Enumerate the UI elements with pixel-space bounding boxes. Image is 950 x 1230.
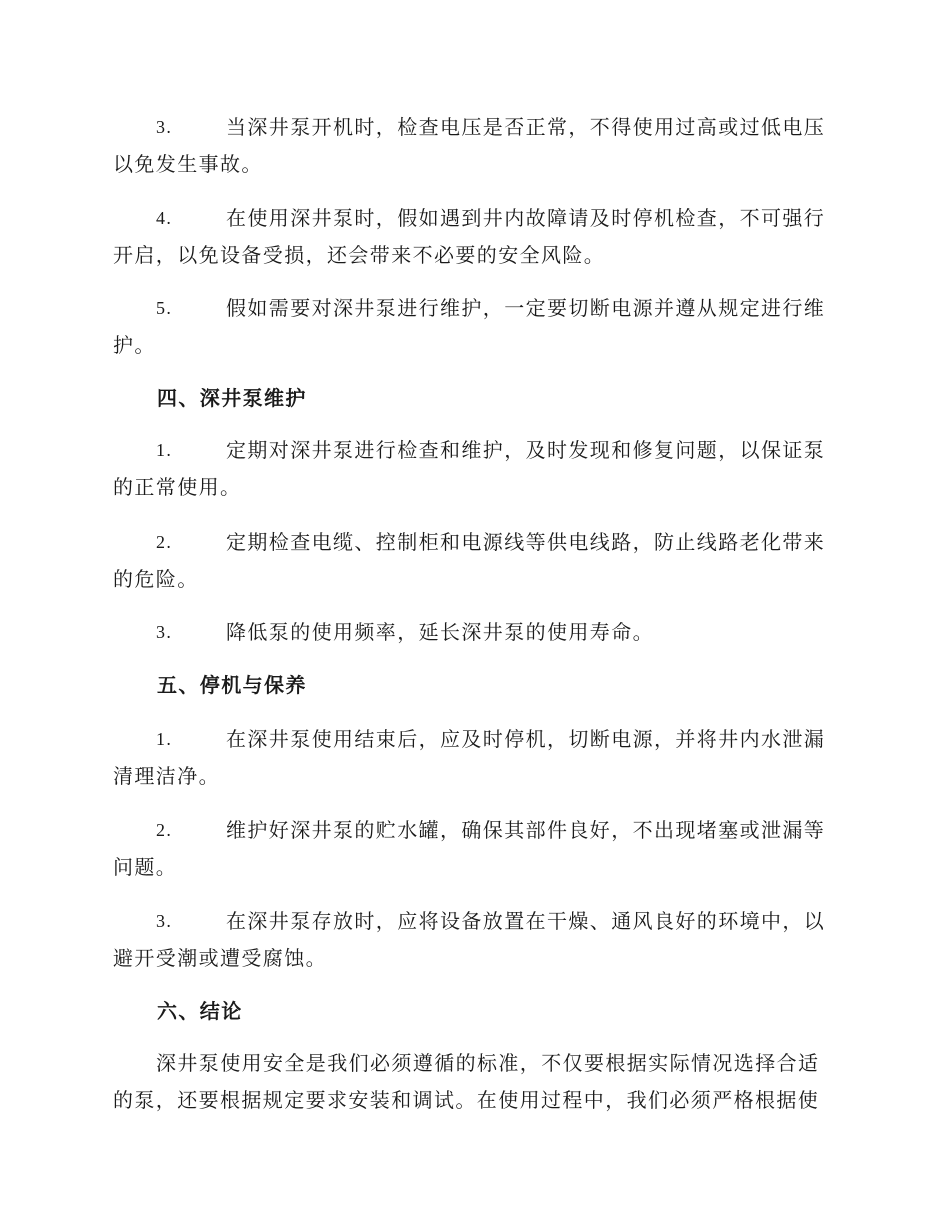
- section-heading: 六、结论: [157, 999, 243, 1023]
- item-text: 定期对深井泵进行检查和维护，及时发现和修复问题，以保证泵的正常使用。: [113, 438, 826, 499]
- item-text: 定期检查电缆、控制柜和电源线等供电线路，防止线路老化带来的危险。: [113, 530, 826, 591]
- item-text: 假如需要对深井泵进行维护，一定要切断电源并遵从规定进行维护。: [113, 296, 826, 357]
- list-item: [113, 109, 833, 183]
- item-number: 1.: [156, 729, 173, 749]
- item-number: 4.: [156, 208, 173, 228]
- item-number: 1.: [156, 440, 173, 460]
- list-item: [113, 721, 833, 795]
- list-item: [113, 524, 833, 598]
- item-text: 当深井泵开机时，检查电压是否正常，不得使用过高或过低电压以免发生事故。: [113, 115, 826, 176]
- item-text: 在深井泵存放时，应将设备放置在干燥、通风良好的环境中，以避开受潮或遭受腐蚀。: [113, 909, 826, 970]
- item-text: 在深井泵使用结束后，应及时停机，切断电源，并将井内水泄漏清理洁净。: [113, 727, 826, 788]
- item-text: 维护好深井泵的贮水罐，确保其部件良好，不出现堵塞或泄漏等问题。: [113, 818, 826, 879]
- list-item: [113, 432, 833, 506]
- list-item: [113, 812, 833, 886]
- list-item: [113, 614, 833, 651]
- list-item: [113, 903, 833, 977]
- item-number: 3.: [156, 911, 173, 931]
- list-item: [113, 200, 833, 274]
- section-heading: 四、深井泵维护: [157, 386, 307, 410]
- section-heading: 五、停机与保养: [157, 673, 307, 697]
- item-number: 3.: [156, 117, 173, 137]
- item-number: 3.: [156, 622, 173, 642]
- item-text: 在使用深井泵时，假如遇到井内故障请及时停机检查，不可强行开启，以免设备受损，还会带来不必要的安全风险。: [113, 206, 826, 267]
- item-number: 2.: [156, 532, 173, 552]
- item-number: 2.: [156, 820, 173, 840]
- item-text: 降低泵的使用频率，延长深井泵的使用寿命。: [226, 620, 654, 644]
- list-item: [113, 290, 833, 364]
- item-number: 5.: [156, 298, 173, 318]
- conclusion-paragraph: 深井泵使用安全是我们必须遵循的标准，不仅要根据实际情况选择合适的泵，还要根据规定要求安装和调试。在使用过程中，我们必须严格根据使: [113, 1051, 820, 1112]
